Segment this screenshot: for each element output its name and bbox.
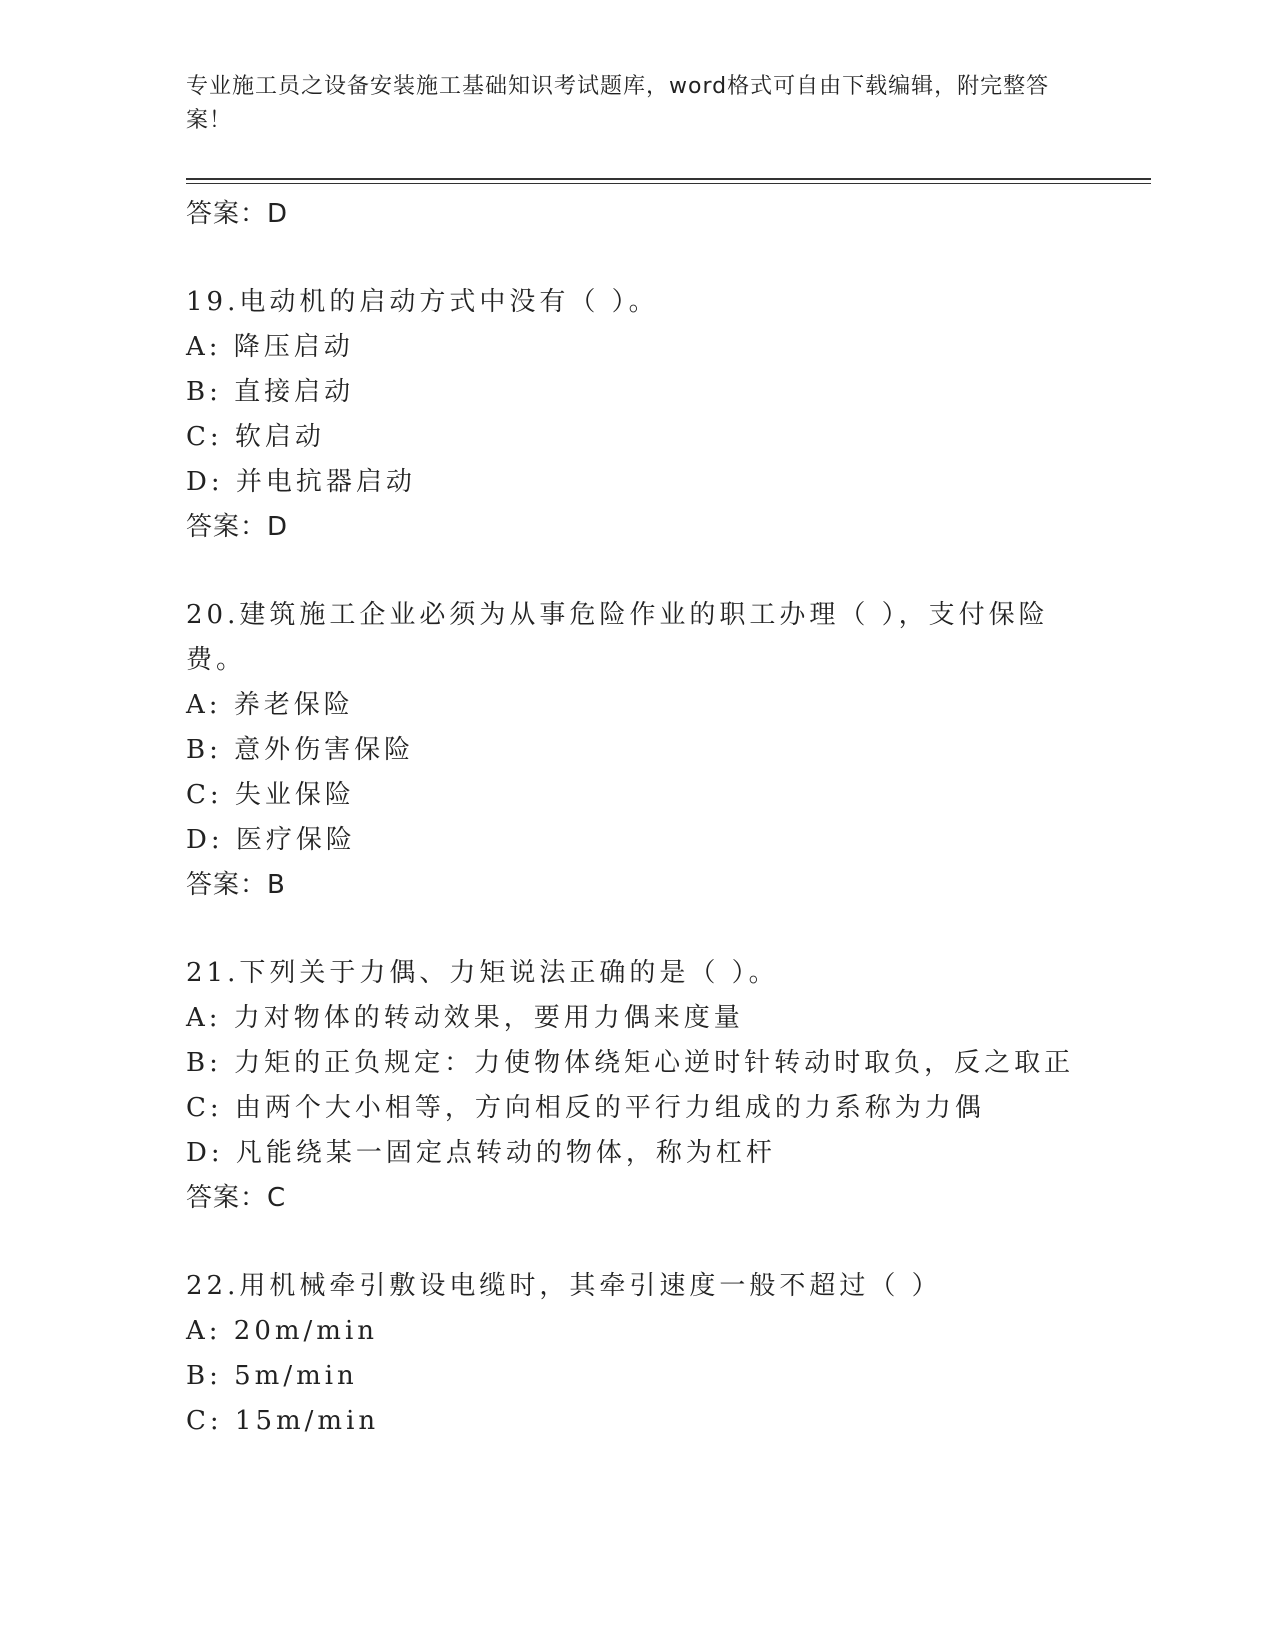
question-22 bbox=[186, 1264, 1086, 1444]
previous-answer: 答案：D bbox=[186, 199, 289, 229]
option-d: D: 医疗保险 bbox=[186, 825, 356, 855]
question-21 bbox=[186, 951, 1086, 1220]
option-c: C: 软启动 bbox=[186, 422, 325, 452]
option-c: C: 由两个大小相等，方向相反的平行力组成的力系称为力偶 bbox=[186, 1093, 985, 1123]
question-list bbox=[186, 192, 1086, 1488]
answer-line: 答案：D bbox=[186, 512, 289, 542]
header-rule-thin bbox=[186, 183, 1151, 184]
question-stem: 20.建筑施工企业必须为从事危险作业的职工办理（ ），支付保险费。 bbox=[186, 600, 1049, 675]
answer-line: 答案：B bbox=[186, 870, 286, 900]
option-c: C: 失业保险 bbox=[186, 780, 355, 810]
option-a: A: 20m/min bbox=[186, 1316, 379, 1346]
option-c: C: 15m/min bbox=[186, 1406, 380, 1436]
option-a: A: 养老保险 bbox=[186, 690, 354, 720]
option-b: B: 力矩的正负规定：力使物体绕矩心逆时针转动时取负，反之取正 bbox=[186, 1048, 1075, 1078]
question-stem: 22.用机械牵引敷设电缆时，其牵引速度一般不超过（ ） bbox=[186, 1271, 942, 1301]
header-rule-thick bbox=[186, 178, 1151, 180]
question-19 bbox=[186, 280, 1086, 549]
option-a: A: 降压启动 bbox=[186, 332, 354, 362]
answer-line: 答案：C bbox=[186, 1183, 287, 1213]
question-stem: 19.电动机的启动方式中没有（ ）。 bbox=[186, 287, 659, 317]
option-d: D: 凡能绕某一固定点转动的物体，称为杠杆 bbox=[186, 1138, 776, 1168]
option-a: A: 力对物体的转动效果，要用力偶来度量 bbox=[186, 1003, 744, 1033]
document-header: 专业施工员之设备安装施工基础知识考试题库，word格式可自由下载编辑，附完整答案！ bbox=[186, 74, 1050, 133]
option-b: B: 直接启动 bbox=[186, 377, 355, 407]
option-b: B: 意外伤害保险 bbox=[186, 735, 415, 765]
option-d: D: 并电抗器启动 bbox=[186, 467, 416, 497]
question-stem: 21.下列关于力偶、力矩说法正确的是（ ）。 bbox=[186, 958, 779, 988]
question-20 bbox=[186, 593, 1086, 907]
option-b: B: 5m/min bbox=[186, 1361, 358, 1391]
